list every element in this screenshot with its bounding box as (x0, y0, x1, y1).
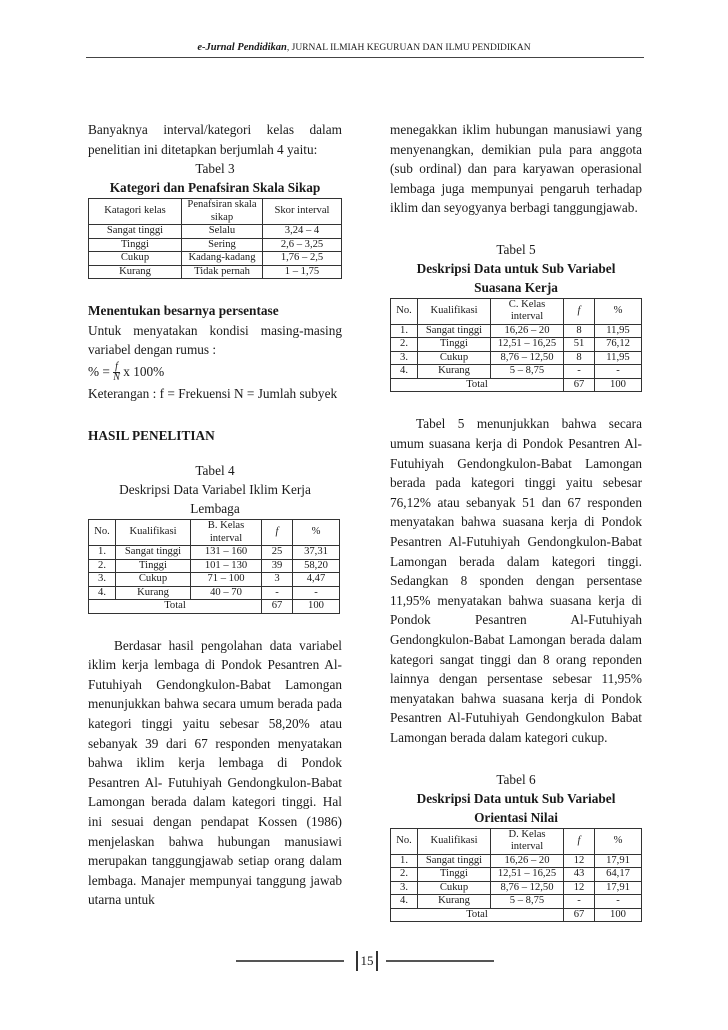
table-header-cell: No. (391, 828, 418, 854)
table-header-cell: D. Kelas interval (491, 828, 564, 854)
table-cell: 11,95 (595, 324, 642, 338)
right-column (390, 120, 642, 922)
table-cell: 43 (564, 868, 595, 882)
table-cell: - (564, 365, 595, 379)
table-cell: 39 (262, 559, 293, 573)
table-cell: Tinggi (89, 238, 182, 252)
table-cell: Kurang (418, 365, 491, 379)
table-header-row (89, 520, 340, 546)
table-cell: Tinggi (418, 338, 491, 352)
table-cell: 1 – 1,75 (263, 265, 342, 279)
table-cell: Tinggi (116, 559, 191, 573)
formula-legend: Keterangan : f = Frekuensi N = Jumlah subyek (88, 385, 338, 401)
journal-brand: e-Jurnal Pendidikan (197, 42, 287, 53)
table-cell: 64,17 (595, 868, 642, 882)
table-row (391, 338, 642, 352)
table-cell: 1. (391, 854, 418, 868)
table-header-cell: f (564, 828, 595, 854)
formula-lhs: % = (88, 363, 110, 379)
formula-fraction (113, 362, 120, 383)
table-cell: Kurang (418, 895, 491, 909)
table-cell: 8 (564, 351, 595, 365)
table-cell: Kurang (89, 265, 182, 279)
table-total-f: 67 (564, 908, 595, 922)
table-cell: 17,91 (595, 881, 642, 895)
table-header-row (391, 298, 642, 324)
table-cell: Tidak pernah (182, 265, 263, 279)
table-row (391, 351, 642, 365)
table-cell: 16,26 – 20 (491, 324, 564, 338)
table-row (391, 895, 642, 909)
table6-title: Deskripsi Data untuk Sub Variabel Orientasi Nilai (416, 790, 616, 825)
table-cell: 40 – 70 (191, 586, 262, 600)
table-cell: - (564, 895, 595, 909)
table-cell: - (595, 365, 642, 379)
table-total-label: Total (391, 378, 564, 392)
journal-subtitle: , JURNAL ILMIAH KEGURUAN DAN ILMU PENDIDIKAN (286, 43, 531, 53)
table-header-cell: C. Kelas interval (491, 298, 564, 324)
table-cell: 3. (391, 351, 418, 365)
table-cell: 5 – 8,75 (491, 365, 564, 379)
table6 (390, 828, 642, 923)
table-header-cell: % (595, 828, 642, 854)
left-column (88, 120, 342, 910)
table-cell: Selalu (182, 225, 263, 239)
table-cell: 4,47 (293, 573, 340, 587)
table-row (89, 238, 342, 252)
header-divider (86, 57, 644, 58)
table-cell: 12,51 – 16,25 (491, 868, 564, 882)
table-cell: 76,12 (595, 338, 642, 352)
table-cell: - (262, 586, 293, 600)
table4 (88, 519, 340, 614)
table-row (391, 365, 642, 379)
table-cell: Sangat tinggi (418, 854, 491, 868)
table-cell: 4. (89, 586, 116, 600)
table-cell: Cukup (116, 573, 191, 587)
table-cell: 4. (391, 895, 418, 909)
table3-caption: Tabel 3 (195, 161, 235, 177)
table4-caption: Tabel 4 (195, 463, 235, 479)
table3 (88, 198, 342, 279)
table-header-cell: % (595, 298, 642, 324)
section-heading-persentase: Menentukan besarnya persentase (88, 303, 279, 319)
table-total-row (391, 378, 642, 392)
table-header-cell: f (262, 520, 293, 546)
table-cell: 11,95 (595, 351, 642, 365)
table5-discussion: Tabel 5 menunjukkan bahwa secara umum suasana kerja di Pondok Pesantren Al-Futuhiyah Gendongkulon-Babat Lamongan berada pada kategori tinggi yaitu sebesar 76,12% atau sebanyak 51 dan 67 responden menyatakan bahwa suasana kerja di Pondok Pesantren Al-Futuhiyah Gendongkulon-Babat Lamongan berada dalam kategori tinggi. Sedangkan 8 sponden dengan persentase 11,95% menyatakan bahwa suasana kerja di Pondok Pesantren Al-Futuhiyah Gendongkulon-Babat Lamongan berada dalam kategori sangat tinggi dan 8 orang reponden lainnya dengan persentase sebesar 11,95% menyatakan bahwa suasana kerja di Pondok Pesantren Al-Futuhiyah Gendongkulon Babat Lamongan berada dalam kategori cukup. (390, 416, 642, 745)
table-cell: Cukup (89, 252, 182, 266)
table-cell: 8 (564, 324, 595, 338)
formula-intro: Untuk menyatakan kondisi masing-masing variabel dengan rumus : (88, 322, 342, 358)
table-header-row (89, 199, 342, 225)
table-cell: Cukup (418, 881, 491, 895)
table-cell: 25 (262, 546, 293, 560)
result-paragraph: Berdasar hasil pengolahan data variabel iklim kerja lembaga di Pondok Pesantren Al-Futuhiyah Gendongkulon-Babat Lamongan menunjukkan bahwa secara umum berada pada kategori tinggi yaitu sebesar 58,20% atau sebanyak 39 dari 67 responden menyatakan bahwa iklim kerja lembaga di Pondok Pesantren Al- Futuhiyah Gendongkulon-Babat Lamongan berada dalam kategori tinggi. Hal ini sesuai dengan pendapat Kossen (1986) menjelaskan bahwa hubungan manusiawi merupakan tanggungjawab setiap orang dalam lembaga. Manajer mempunyai tanggung jawab utarna untuk (88, 637, 342, 908)
table-cell: 131 – 160 (191, 546, 262, 560)
table-header-cell: f (564, 298, 595, 324)
table-cell: 3,24 – 4 (263, 225, 342, 239)
journal-header (0, 42, 728, 53)
continuation-paragraph: menegakkan iklim hubungan manusiawi yang menyenangkan, demikian pula para anggota (sub ordinal) dan para karyawan operasional lembaga juga mempunyai pengaruh terhadap iklim dan seyogyanya berbagi tanggungjawab. (390, 122, 642, 216)
table-cell: 1. (89, 546, 116, 560)
table-row (391, 324, 642, 338)
table-header-cell: Kualifikasi (116, 520, 191, 546)
page-number: 15 (356, 951, 378, 971)
table-cell: Sangat tinggi (116, 546, 191, 560)
table-cell: Kadang-kadang (182, 252, 263, 266)
formula-numerator: f (115, 361, 118, 373)
table-cell: 5 – 8,75 (491, 895, 564, 909)
table-cell: 51 (564, 338, 595, 352)
table-total-f: 67 (564, 378, 595, 392)
intro-paragraph: Banyaknya interval/kategori kelas dalam penelitian ini ditetapkan berjumlah 4 yaitu: (88, 122, 342, 157)
table-cell: 2. (89, 559, 116, 573)
table-cell: Sering (182, 238, 263, 252)
formula-denominator: N (113, 372, 120, 384)
table-cell: Cukup (418, 351, 491, 365)
table-header-cell: % (293, 520, 340, 546)
table-cell: 1. (391, 324, 418, 338)
table-row (89, 573, 340, 587)
table-total-row (89, 600, 340, 614)
table-cell: Sangat tinggi (89, 225, 182, 239)
table-cell: 2,6 – 3,25 (263, 238, 342, 252)
table-row (89, 265, 342, 279)
table-total-pct: 100 (293, 600, 340, 614)
table-cell: 2. (391, 868, 418, 882)
formula-rhs: x 100% (123, 363, 165, 379)
table-cell: 3. (391, 881, 418, 895)
table-total-row (391, 908, 642, 922)
table-row (89, 225, 342, 239)
table-cell: Tinggi (418, 868, 491, 882)
table-cell: 12 (564, 854, 595, 868)
table4-title: Deskripsi Data Variabel Iklim Kerja Lembaga (119, 482, 311, 517)
table-cell: 3 (262, 573, 293, 587)
table-row (89, 546, 340, 560)
table-total-pct: 100 (595, 908, 642, 922)
table-header-cell: Kualifikasi (418, 828, 491, 854)
table6-caption: Tabel 6 (496, 771, 536, 787)
table-header-row (391, 828, 642, 854)
formula (88, 360, 342, 384)
table5-title: Deskripsi Data untuk Sub Variabel Suasana Kerja (416, 260, 616, 295)
table-cell: - (595, 895, 642, 909)
table-header-cell: Penafsiran skala sikap (182, 199, 263, 225)
table-cell: 17,91 (595, 854, 642, 868)
table-total-pct: 100 (595, 378, 642, 392)
table-row (89, 586, 340, 600)
table-row (391, 854, 642, 868)
table3-title: Kategori dan Penafsiran Skala Sikap (109, 180, 321, 196)
table-cell: 37,31 (293, 546, 340, 560)
table-cell: 12 (564, 881, 595, 895)
table-total-label: Total (391, 908, 564, 922)
table-total-label: Total (89, 600, 262, 614)
table-cell: 1,76 – 2,5 (263, 252, 342, 266)
table-header-cell: Katagori kelas (89, 199, 182, 225)
table-cell: 2. (391, 338, 418, 352)
table-row (89, 559, 340, 573)
table-header-cell: No. (89, 520, 116, 546)
table-cell: Kurang (116, 586, 191, 600)
table-cell: Sangat tinggi (418, 324, 491, 338)
table-cell: 8,76 – 12,50 (491, 351, 564, 365)
table-row (391, 881, 642, 895)
footer-ornament-left (236, 960, 344, 962)
table-row (89, 252, 342, 266)
table-row (391, 868, 642, 882)
table-cell: 16,26 – 20 (491, 854, 564, 868)
table-header-cell: Kualifikasi (418, 298, 491, 324)
table-header-cell: No. (391, 298, 418, 324)
table-cell: 12,51 – 16,25 (491, 338, 564, 352)
table-header-cell: B. Kelas interval (191, 520, 262, 546)
table-header-cell: Skor interval (263, 199, 342, 225)
footer-ornament-right (386, 960, 494, 962)
table5 (390, 298, 642, 393)
table-cell: 58,20 (293, 559, 340, 573)
table-cell: - (293, 586, 340, 600)
table-total-f: 67 (262, 600, 293, 614)
table-cell: 71 – 100 (191, 573, 262, 587)
table-cell: 4. (391, 365, 418, 379)
table-cell: 3. (89, 573, 116, 587)
table5-caption: Tabel 5 (496, 241, 536, 257)
table-cell: 101 – 130 (191, 559, 262, 573)
table-cell: 8,76 – 12,50 (491, 881, 564, 895)
section-heading-hasil: HASIL PENELITIAN (88, 427, 215, 443)
